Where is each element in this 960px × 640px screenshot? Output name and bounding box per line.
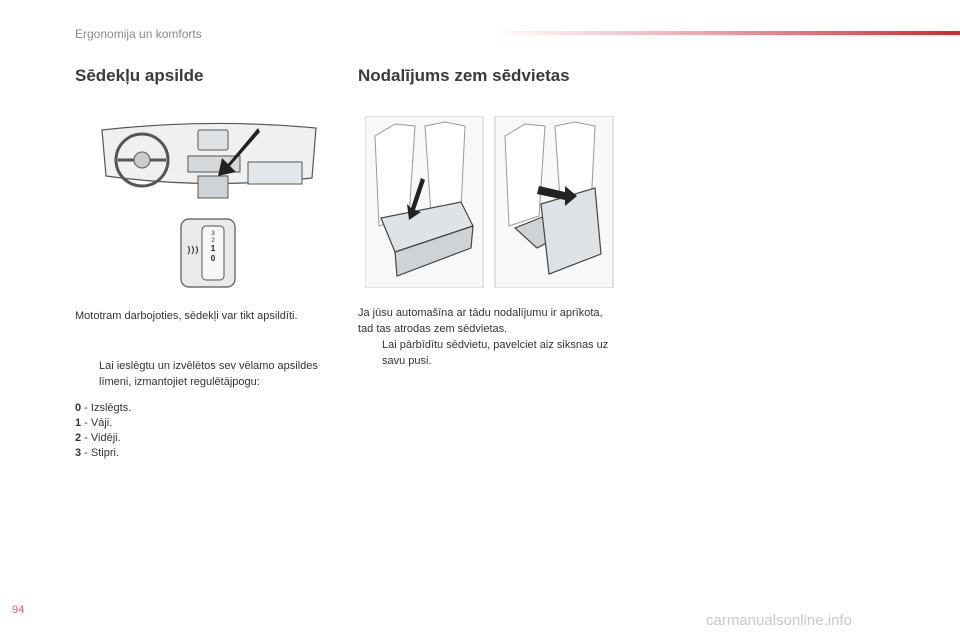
level-item: 1 - Vāji.: [75, 417, 113, 429]
seat-heating-switch-illustration: [180, 218, 236, 288]
seat-heating-instruction: [75, 358, 345, 390]
bullet-marker: [358, 337, 382, 369]
section-header: Ergonomija un komforts: [75, 27, 202, 41]
header-accent-bar: [490, 31, 960, 35]
switch-mark-0: 0: [210, 254, 216, 263]
seat-storage-instruction: [358, 337, 620, 369]
under-seat-storage-title: Nodalījums zem sēdvietas: [358, 66, 570, 85]
seat-storage-instruction-text: Lai pārbīdītu sēdvietu, pavelciet aiz siksnas uz savu pusi.: [382, 339, 609, 367]
watermark: carmanualsonline.info: [706, 612, 852, 629]
seat-storage-intro: Ja jūsu automašīna ar tādu nodalījumu ir aprīkota, tad tas atrodas zem sēdvietas.: [358, 307, 603, 335]
level-item: 3 - Stipri.: [75, 447, 120, 459]
seat-storage-illustration: [365, 116, 615, 288]
level-item: 2 - Vidēji.: [75, 432, 121, 444]
seat-heating-instruction-text: Lai ieslēgtu un izvēlētos sev vēlamo apsildes līmeni, izmantojiet regulētājpogu:: [99, 360, 318, 388]
heating-levels-list: [75, 401, 345, 461]
switch-mark-2: 2: [211, 238, 215, 244]
level-item: 0 - Izslēgts.: [75, 402, 132, 414]
seat-heating-title: Sēdekļu apsilde: [75, 66, 204, 85]
switch-mark-3: 3: [211, 231, 215, 237]
seat-heating-intro: Mototram darbojoties, sēdekļi var tikt apsildīti.: [75, 310, 298, 322]
page-number: 94: [12, 604, 25, 616]
switch-mark-1: 1: [210, 244, 216, 253]
dashboard-illustration: [98, 118, 320, 204]
bullet-marker: [75, 358, 99, 390]
